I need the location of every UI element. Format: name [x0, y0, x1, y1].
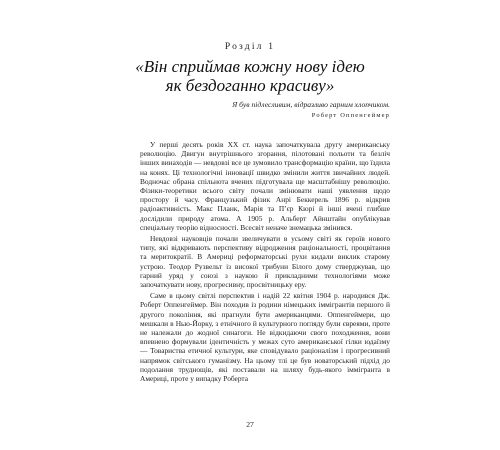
paragraph: У перші десять років XX ст. наука започаткувала другу американську революцію. Двигун внутрішнього згорання, пілотовані польоти та безліч інших винаходів — невдовзі все це зумовило трансформацію країни, що їздила на конях. Ці технологічні інновації швидко змінили життя звичайних людей. Водночас обрана спільнота вчених підготувала ще масштабнішу революцію. Фізики-теоретики всього світу почали змінювати наші уявлення щодо простору й часу. Французький фізик Анрі Беккерель 1896 р. відкрив радіоактивність. Макс Планк, Марія та П’єр Кюрі й інші вчені глибше дослідили природу атома. А 1905 р. Альберт Айнштайн опублікував спеціальну теорію відносності. Всесвіт неначе знемацька змінився.	[140, 140, 390, 232]
chapter-label: Розділ 1	[224, 42, 276, 52]
chapter-title	[0, 57, 500, 95]
chapter-title-line-1: «Він сприймав кожну нову ідею	[135, 57, 365, 76]
epigraph	[120, 99, 390, 121]
epigraph-quote: Я був підлесливим, відразливо гарним хлопчиком.	[232, 100, 390, 109]
page-number: 27	[246, 420, 254, 429]
body-text	[140, 140, 390, 383]
chapter-title-line-2: як бездоганно красиву»	[165, 76, 335, 95]
paragraph: Саме в цьому світлі перспектив і надій 22 квітня 1904 р. народився Дж. Роберт Оппенгеймер. Він походив із родини німецьких іммігрантів першого й другого покоління, які прагнули бути американцями. Оппенгеймери, що мешкали в Нью-Йорку, з етнічного й культурного погляду були євреями, проте не належали до жодної синагоги. Не відкидаючи свого походження, вони впевнено формували ідентичність у межах суто американської гілки юдаїзму — Товариства етичної культури, яке сповідувало раціоналізм і прогресивний напрямок світського гуманізму. На цьому тлі це був новаторський підхід до подолання труднощів, які поставали на шляху будь-якого іммігранта в Америці, проте у випадку Роберта	[140, 291, 390, 384]
epigraph-author: Роберт Оппенгеймер	[311, 112, 390, 119]
paragraph: Невдовзі науковців почали звеличувати в усьому світі як героїв нового типу, які відкривають перспективу відродження раціональності, процвітання та меритократії. В Америці реформаторські рухи кидали виклик старому устрою. Теодор Рузвельт із високої трибуни Білого дому стверджував, що гарний уряд у союзі з наукою й прикладними технологіями може започаткувати нову, прогресивну, просвітницьку еру.	[140, 234, 390, 290]
